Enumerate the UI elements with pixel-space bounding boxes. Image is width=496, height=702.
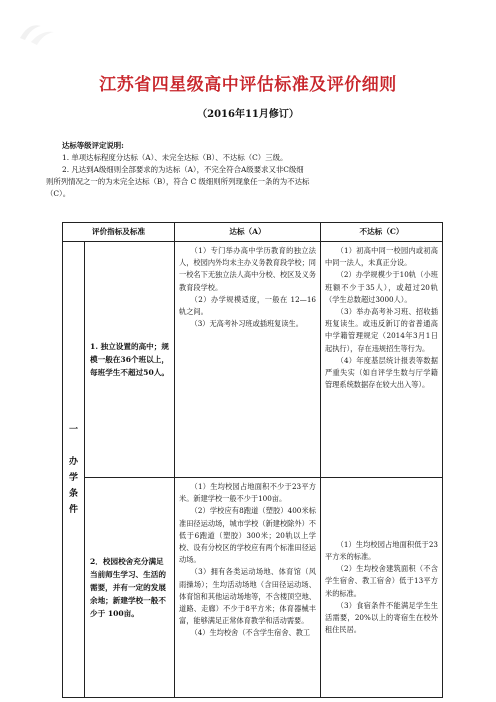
notes-heading: 达标等级评定说明: (62, 141, 124, 150)
grade-c-cell (321, 478, 443, 698)
item-cell: 1. 独立设置的高中；规模一般在36个班以上，每班学生不超过50人。 (85, 242, 175, 478)
notes-line: 1. 单项达标程度分达标（A）、未完全达标（B）、不达标（C）三级。 (62, 153, 288, 162)
criterion-text: （1）生均校园占地面积不少于23平方米。新建学校一般不少于100亩。 (179, 482, 316, 504)
grade-a-cell (175, 242, 321, 478)
criterion-text: （2）生均校舍建筑面积（不含学生宿舍、教工宿舍）低于13平方米的标准。 (325, 564, 438, 598)
page-title: 江苏省四星级高中评估标准及评价细则 (99, 75, 397, 95)
grade-a-cell (175, 478, 321, 698)
header-grade-c: 不达标（C） (321, 223, 443, 242)
criterion-text: （4）生均校舍（不含学生宿舍、教工 (190, 628, 311, 638)
criterion-text: （2）办学规模适度，一般在 12—16 轨之间。 (179, 294, 316, 317)
table-row (63, 478, 443, 698)
criterion-text: （1）生均校园占地面积低于23平方米的标准。 (325, 539, 438, 561)
category-cell: 一 办 学 条 件 (63, 242, 85, 698)
criterion-text: （4）年度基层统计报表等数据严重失实（如自评学生数与厅学籍管理系统数据存在较大出入等）。 (325, 355, 438, 390)
criterion-text: （3）拥有各类运动场地、体育馆（风雨操场）；生均活动场地（含田径运动场、体育馆和其他运动场地等，不含楼顶空地、道路、走廊）不少于8平方米；体育器械丰富，能够满足正常体育教学和活动需要。 (179, 567, 316, 626)
criterion-text: （3）食宿条件不能满足学生生活需要，20%以上的寄宿生在校外租住民居。 (325, 600, 438, 635)
table-row (63, 242, 443, 478)
criterion-text: （1）专门举办高中学历教育的独立法人，校园内外均未主办义务教育段学校；同一校名下无独立法人高中分校、校区及义务教育段学校。 (179, 246, 316, 292)
table-header-row (63, 223, 443, 242)
header-grade-a: 达标（A） (175, 223, 321, 242)
page-subtitle: （2016年11月修订） (197, 109, 299, 120)
criterion-text: （2）办学规模少于10轨（小班班额不少于35人），或超过20轨（学生总数超过3000人）。 (325, 270, 438, 304)
grade-c-cell (321, 242, 443, 478)
notes-line: 则所列情况之一的为未完全达标（B），符合 C 级细则所列现象任一条的为不达标 (46, 177, 310, 186)
header-criteria: 评价指标及标准 (63, 223, 175, 242)
rating-notes (46, 140, 442, 200)
item-cell: 2．校园校舍充分满足当前师生学习、生活的需要，并有一定的发展余地；新建学校一般不少于 100亩。 (85, 478, 175, 698)
notes-line: （C）。 (46, 189, 71, 198)
notes-line: 2. 凡达到A级细则全部要求的为达标（A），不完全符合A级要求又非C级细 (62, 165, 304, 174)
criterion-text: （3）无高考补习班或插班复读生。 (190, 319, 303, 329)
criterion-text: （2）学校应有8跑道（塑胶）400米标准田径运动场，城市学校（新建校除外）不低于6跑道（塑胶）300米；20轨以上学校、设有分校区的学校应有两个标准田径运动场。 (179, 506, 316, 565)
criterion-text: （3）举办高考补习班、招收插班复读生。或违反新订的省普通高中学籍管理规定（2014年3月1日起执行），存在违规招生等行为。 (325, 307, 438, 353)
watermark-logo-icon (17, 18, 57, 50)
criterion-text: （1）初高中同一校园内或初高中同一法人，未真正分设。 (325, 246, 438, 268)
evaluation-table (62, 222, 443, 698)
